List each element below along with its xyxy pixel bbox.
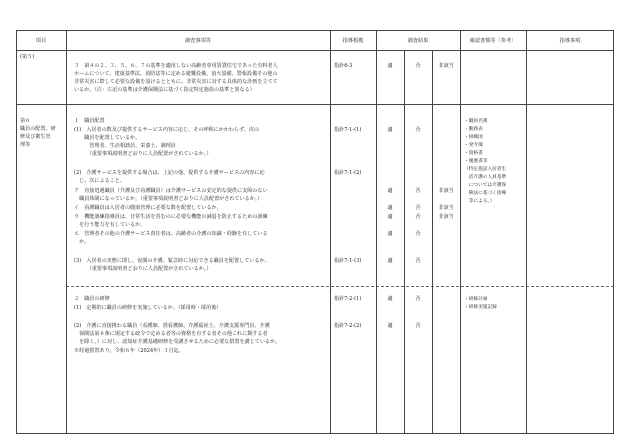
section5-label: (第５) — [20, 54, 35, 60]
sub1-result-ng: 否 — [415, 127, 421, 133]
sub1-doc: 活介護の人員基準 — [464, 175, 507, 180]
section5-result-na: 非該当 — [438, 63, 454, 69]
sub1-result-ok: 適 — [387, 231, 393, 237]
sub1-title: １ 職員配置 — [74, 118, 105, 124]
sub2-result-ng: 否 — [415, 296, 421, 302]
header-guidance: 指導事項 — [559, 38, 581, 44]
col-divider-docs — [526, 30, 527, 434]
sub1-basis: 指針7-1-(3) — [334, 258, 362, 264]
sub1-doc: ・発令簿 — [464, 143, 483, 148]
section5-line: いるか。（注：左記の基準は介護保険法に基づく指定特定施設の基準と異なる） — [74, 87, 255, 93]
col-divider-item — [66, 30, 67, 434]
sub2-result-ng: 否 — [415, 323, 421, 329]
sub1-result-ng: 否 — [415, 188, 421, 194]
sub1-line: じ、次によること。 — [74, 178, 125, 184]
sub1-result-ok: 適 — [387, 205, 393, 211]
section6-label: 修及び衛生管 — [20, 134, 51, 140]
sub1-doc: については介護保 — [464, 183, 507, 188]
sub1-result-ok: 適 — [387, 214, 393, 220]
sub2-basis: 指針7-2-(1) — [334, 296, 362, 302]
col-divider-result — [460, 30, 461, 434]
sub1-doc: （特定施設入居者生 — [464, 167, 507, 172]
sub1-doc: ・勤務表 — [464, 127, 483, 132]
section6-label: 職員の配置、研 — [20, 126, 56, 132]
header-item: 項目 — [35, 38, 47, 44]
sub1-line: イ 看護職員は入居者の健康管理に必要な数を配置しているか。 — [74, 205, 222, 211]
sub1-doc: 等による。） — [464, 199, 495, 204]
sub1-line: か。 — [74, 239, 90, 245]
sub2-line: を除く。）に対し、認知症介護基礎研修を受講させるために必要な措置を講じているか。 — [74, 339, 281, 345]
sub1-result-ok: 適 — [387, 127, 393, 133]
sub1-result-ng: 否 — [415, 214, 421, 220]
sub2-title: ２ 職員の研修 — [74, 296, 110, 302]
sub1-basis: 指針7-1-(1) — [334, 127, 362, 133]
section6-label: 第６ — [20, 118, 31, 124]
section5-line: 非常災害に際して必要な設備を設けるとともに、非常災害に対する具体的な計画を立てて — [74, 79, 278, 85]
sub1-result-na: 非該当 — [438, 205, 454, 211]
section6-label: 理等 — [20, 142, 31, 148]
sub1-doc: ・組織図 — [464, 135, 483, 140]
sub1-line: エ 管理者その他の介護サービス責任者は、高齢者の介護の知識・経験を有している — [74, 231, 268, 237]
sub1-line: 職員を配置しているか。 — [74, 135, 141, 141]
sub1-line: (2) 介護サービスを提供する場合は、上記の他、提供する介護サービスの内容に応 — [74, 170, 265, 176]
section5-divider — [16, 104, 614, 105]
section5-result-ng: 否 — [415, 63, 421, 69]
sub1-doc: ・資格書 — [464, 151, 483, 156]
sub1-result-na: 非該当 — [438, 188, 454, 194]
sub1-line: ウ 機能訓練指導員は、日常生活を営むのに必要な機能の減退を防止するための訓練 — [74, 214, 268, 220]
sub1-line: を行う能力を有しているか。 — [74, 222, 146, 228]
sub1-result-ok: 適 — [387, 188, 393, 194]
header-docs: 確認書類等〔参考〕 — [469, 38, 517, 44]
header-basis: 指導根拠 — [342, 38, 364, 44]
sub2-doc: ・研修実施記録 — [464, 305, 497, 310]
header-divider — [16, 50, 614, 51]
sub2-doc: ・研修計画 — [464, 297, 488, 302]
section5-line: ホームについて、建築基準法、消防法等に定める避難設備、消火設備、警報設備その他の — [74, 71, 278, 77]
sub1-doc: ・職員名簿 — [464, 119, 488, 124]
sub1-basis: 指針7-1-(2) — [334, 170, 362, 176]
sub1-line: (3) 入居者の実態に即し、夜間の介護、緊急時に対応できる職員を配置しているか。 — [74, 258, 270, 264]
sub2-basis: 指針7-2-(2) — [334, 323, 362, 329]
sub1-result-ok: 適 — [387, 258, 393, 264]
sub2-result-ok: 適 — [387, 296, 393, 302]
sub1-result-na: 非該当 — [438, 214, 454, 220]
sub1-line: 管理者、生活相談員、栄養士、調理員 — [74, 143, 176, 149]
sub2-line: (2) 介護に直接携わる職員（看護師、准看護師、介護福祉士、介護支援専門員、介護 — [74, 323, 270, 329]
section5-line: ３ 第４の２、３、５、６、７の基準を適用しない高齢者専用賃貸住宅であった有料老人 — [74, 63, 278, 69]
sub1-doc: 険法に基づく指導 — [464, 191, 507, 196]
sub1-line: （重要事項説明書どおりに人員配置がされているか。） — [74, 266, 212, 272]
header-matters: 調査事項等 — [185, 38, 211, 44]
subsection-divider — [66, 286, 614, 287]
sub1-line: ア 直接処遇職員（介護及び看護職員）は介護サービスの安定的な提供に支障のない — [74, 188, 268, 194]
col-divider-matters — [330, 30, 331, 434]
section5-result-ok: 適 — [387, 63, 393, 69]
sub1-result-ng: 否 — [415, 231, 421, 237]
result-subcol-1 — [404, 50, 405, 434]
result-subcol-2 — [432, 50, 433, 434]
sub1-line: （重要事項説明書どおりに人員配置がされているか。） — [74, 151, 212, 157]
sub1-result-ng: 否 — [415, 205, 421, 211]
header-result: 調査結果 — [407, 38, 429, 44]
sub1-result-ng: 否 — [415, 258, 421, 264]
sub2-line: 保険法第８条に規定する政令で定める者等の資格を有する者その他これに類する者 — [74, 331, 268, 337]
sub2-result-ok: 適 — [387, 323, 393, 329]
sub1-line: (1) 入居者の数及び提供するサービス内容に応じ、その呼称にかかわらず、次の — [74, 127, 260, 133]
sub2-line: (1) 定期的に職員の研修を実施しているか。（採用時・採用後） — [74, 305, 222, 311]
section5-basis: 指針6-3 — [334, 63, 353, 69]
sub2-line: ※経過措置あり。令和６年（2024年）３月迄。 — [74, 348, 184, 354]
sub1-doc: ・履歴書等 — [464, 159, 488, 164]
sub1-line: 職員体制になっているか。（重要事項説明書どおりに人員配置がされているか。） — [74, 196, 263, 202]
